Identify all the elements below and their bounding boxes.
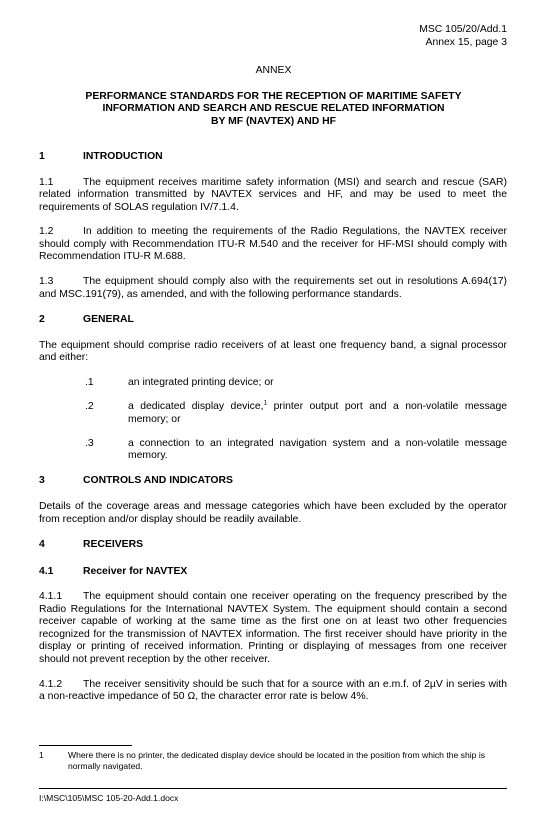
page-header	[419, 23, 507, 49]
section-heading-introduction	[39, 150, 507, 163]
annex-label: ANNEX	[255, 65, 292, 76]
title-line: BY MF (NAVTEX) AND HF	[210, 115, 337, 127]
paragraph-4-1-1	[39, 591, 507, 667]
list-item-number: .1	[85, 376, 94, 388]
paragraph-number: 1.3	[39, 276, 54, 288]
list-item-text-part: a dedicated display device,	[128, 401, 264, 413]
paragraph-text: In addition to meeting the requirements of the Radio Regulations, the NAVTEX receiver should comply with Recommendation ITU-R M.540 and the receiver for HF-MSI should comply with Recommendation ITU-R M.688.	[39, 226, 507, 263]
section-title: INTRODUCTION	[83, 151, 163, 162]
section-number: 4	[39, 539, 45, 551]
paragraph-text: The equipment should comply also with the requirements set out in resolutions A.694(17) and MSC.191(79), as amended, and with the following performance standards.	[39, 276, 507, 300]
list-item-text	[128, 401, 507, 426]
footer-file-path: I:\MSC\105\MSC 105-20-Add.1.docx	[39, 793, 179, 803]
paragraph-general-intro: The equipment should comprise radio receivers of at least one frequency band, a signal processor and either:	[39, 339, 507, 364]
paragraph-text: The equipment receives maritime safety information (MSI) and search and rescue (SAR) related information transmitted by NAVTEX services and HF, and may be used to meet the requirements of SOLAS regulation IV/7.1.4.	[39, 176, 507, 213]
section-number: 1	[39, 151, 45, 162]
title-line: INFORMATION AND SEARCH AND RESCUE RELATED INFORMATION	[102, 103, 445, 115]
list-item-text: an integrated printing device; or	[128, 376, 274, 388]
list-item-text: a connection to an integrated navigation system and a non-volatile message memory.	[128, 437, 507, 462]
section-number: 2	[39, 314, 45, 326]
footnote-reference[interactable]: 1	[263, 399, 268, 407]
paragraph-text: The receiver sensitivity should be such that for a source with an e.m.f. of 2µV in series with a non-reactive impedance of 50 Ω, the character error rate is below 4%.	[39, 678, 507, 703]
section-heading-general	[39, 313, 507, 326]
paragraph-number: 1.1	[39, 176, 54, 188]
section-number: 4.1	[39, 565, 54, 577]
list-item	[39, 377, 507, 390]
paragraph-number: 1.2	[39, 226, 54, 238]
footnote-number: 1	[39, 750, 44, 760]
paragraph-number: 4.1.2	[39, 678, 63, 690]
section-number: 3	[39, 475, 45, 487]
footnote-text: Where there is no printer, the dedicated display device should be located in the position from which the ship is normally navigated.	[68, 750, 486, 771]
paragraph-1-2	[39, 226, 507, 264]
paragraph-1-3	[39, 276, 507, 301]
footnote	[39, 750, 507, 771]
paragraph-4-1-2	[39, 679, 507, 704]
list-item	[39, 438, 507, 463]
section-heading-controls	[39, 474, 507, 487]
section-title: CONTROLS AND INDICATORS	[83, 475, 233, 487]
section-heading-receivers	[39, 538, 507, 551]
paragraph-1-1	[39, 177, 507, 215]
paragraph-number: 4.1.1	[39, 591, 63, 603]
doc-reference: MSC 105/20/Add.1	[419, 24, 507, 35]
section-title: Receiver for NAVTEX	[83, 565, 188, 577]
paragraph-controls: Details of the coverage areas and message categories which have been excluded by the operator from reception and/or display should be readily available.	[39, 500, 507, 525]
list-item-text-part: printer output port and a non-volatile message memory; or	[128, 401, 507, 425]
document-title	[40, 91, 507, 128]
section-title: RECEIVERS	[83, 539, 144, 551]
subsection-heading-navtex	[39, 565, 507, 578]
list-item	[39, 401, 507, 426]
title-line: PERFORMANCE STANDARDS FOR THE RECEPTION OF MARITIME SAFETY	[85, 91, 462, 102]
list-item-number: .2	[85, 401, 94, 413]
paragraph-text: The equipment should contain one receiver operating on the frequency prescribed by the Radio Regulations for the International NAVTEX System. The equipment should contain a second receiver capable of working at the same time as the first one on at least two other frequencies recognized for the transmission of NAVTEX information. The first receiver should have priority in the display or printing of received information. Printing or displaying of messages from one receiver should not prevent reception by the other receiver.	[39, 591, 507, 666]
footnote-separator	[39, 745, 132, 746]
document-body	[39, 150, 507, 716]
footer-divider	[39, 788, 507, 789]
list-item-number: .3	[85, 437, 94, 449]
page-reference: Annex 15, page 3	[425, 37, 507, 48]
section-title: GENERAL	[83, 314, 134, 326]
